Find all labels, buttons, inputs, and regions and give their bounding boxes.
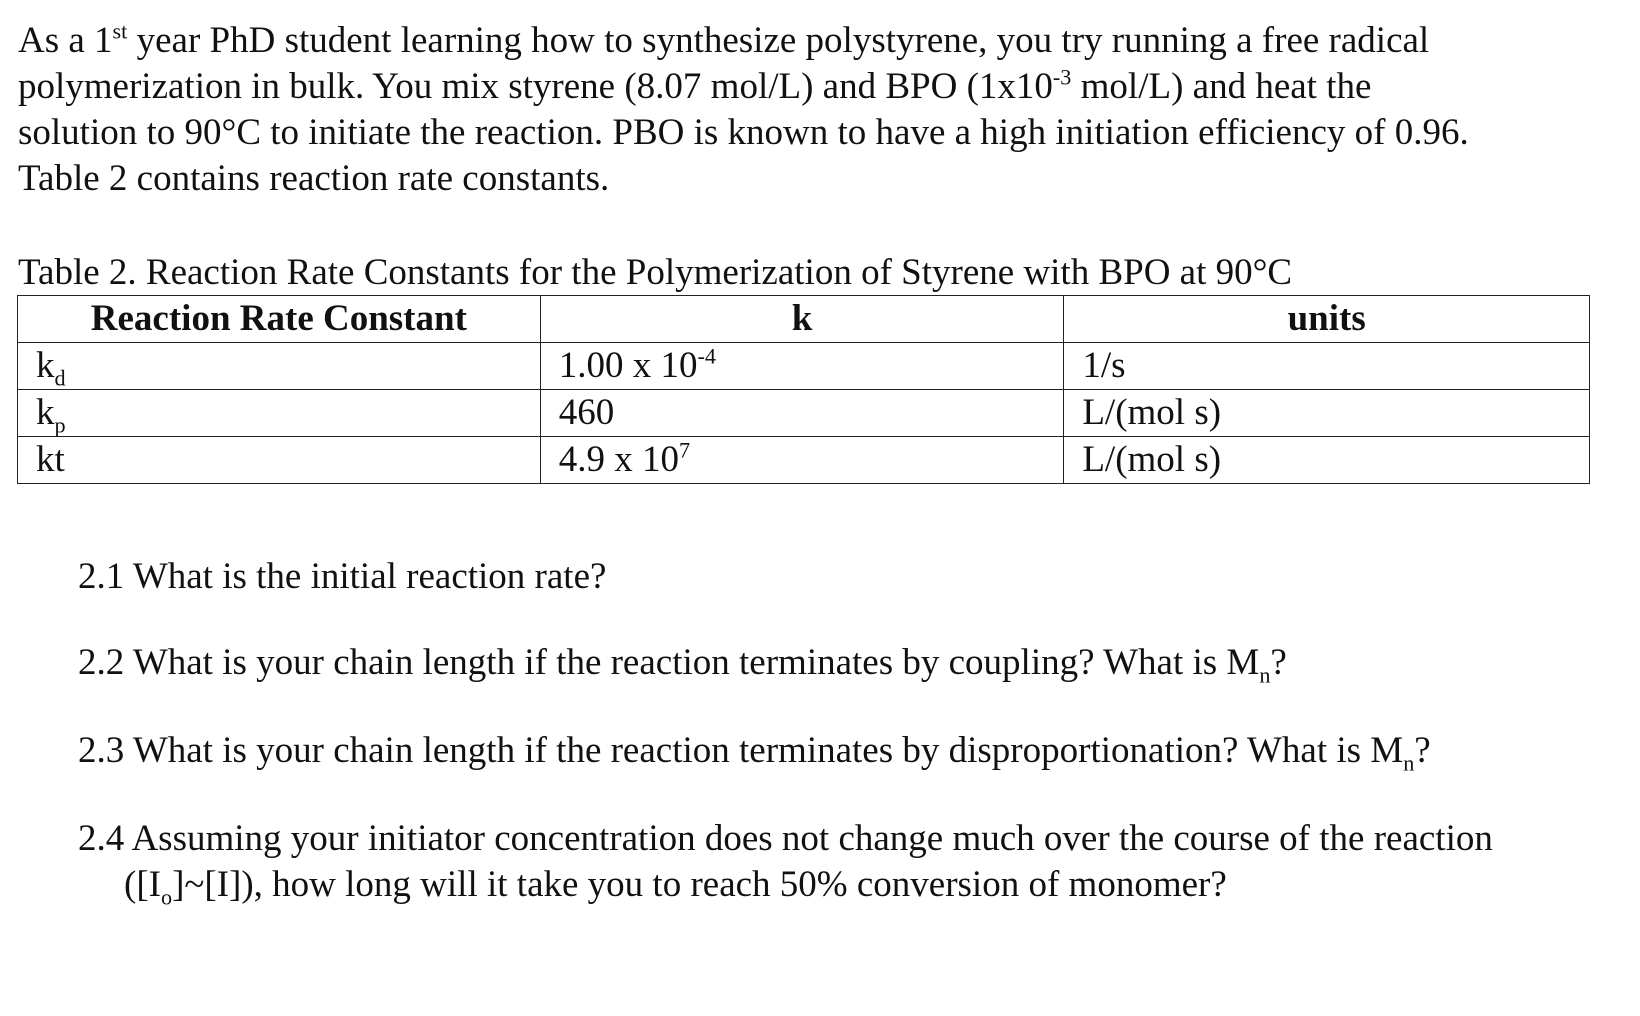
units-cell: 1/s [1064, 343, 1590, 390]
intro-line-2 [18, 64, 1590, 110]
table-header-row [18, 296, 1590, 343]
question-text: ? [1270, 642, 1287, 683]
constant-name-cell [18, 390, 541, 437]
superscript: -4 [697, 343, 716, 369]
table-caption: Table 2. Reaction Rate Constants for the Polymerization of Styrene with BPO at 90°C [18, 252, 1293, 293]
intro-line-1 [18, 18, 1590, 64]
header-k: k [540, 296, 1064, 343]
superscript: -3 [1052, 64, 1072, 90]
units-cell: L/(mol s) [1064, 390, 1590, 437]
subscript: d [54, 365, 66, 391]
k-value-cell [540, 437, 1064, 484]
table-row [18, 437, 1590, 484]
header-units: units [1064, 296, 1590, 343]
superscript: 7 [678, 437, 691, 463]
question-2-2 [78, 640, 1287, 686]
intro-line-4: Table 2 contains reaction rate constants. [18, 158, 610, 199]
constant-name: kt [36, 439, 65, 480]
question-text: ([I [124, 864, 161, 905]
question-2-3 [78, 728, 1431, 774]
question-continuation [78, 862, 1493, 908]
subscript: n [1403, 750, 1415, 776]
intro-text: mol/L) and heat the [1071, 66, 1372, 107]
k-value: 460 [558, 392, 615, 433]
constant-name: k [36, 392, 55, 433]
subscript: o [160, 884, 173, 910]
question-text: ]~[I]), how long will it take you to reach 50% conversion of monomer? [172, 864, 1227, 905]
problem-statement [18, 18, 1590, 202]
k-value-cell [540, 343, 1064, 390]
header-reaction-rate-constant: Reaction Rate Constant [18, 296, 541, 343]
constant-name-cell [18, 437, 541, 484]
constant-name-cell [18, 343, 541, 390]
question-text: ? [1414, 730, 1431, 771]
k-value: 1.00 x 10 [558, 345, 698, 386]
units-cell: L/(mol s) [1064, 437, 1590, 484]
question-2-1: 2.1 What is the initial reaction rate? [78, 556, 607, 597]
table-row [18, 343, 1590, 390]
k-value-cell [540, 390, 1064, 437]
intro-text: year PhD student learning how to synthesize polystyrene, you try running a free radical [127, 20, 1430, 61]
intro-text: As a 1 [18, 20, 113, 61]
k-value: 4.9 x 10 [558, 439, 679, 480]
subscript: p [54, 412, 66, 438]
subscript: n [1259, 662, 1271, 688]
question-text: 2.4 Assuming your initiator concentration does not change much over the course of the reaction [78, 818, 1493, 859]
constant-name: k [36, 345, 55, 386]
intro-line-3: solution to 90°C to initiate the reaction. PBO is known to have a high initiation efficiency of 0.96. [18, 112, 1469, 153]
question-text: 2.2 What is your chain length if the reaction terminates by coupling? What is M [78, 642, 1260, 683]
intro-text: polymerization in bulk. You mix styrene (8.07 mol/L) and BPO (1x10 [18, 66, 1053, 107]
question-text: 2.3 What is your chain length if the reaction terminates by disproportionation? What is M [78, 730, 1404, 771]
superscript: st [112, 18, 128, 44]
rate-constants-table [17, 295, 1590, 484]
question-2-4 [78, 816, 1493, 908]
table-row [18, 390, 1590, 437]
